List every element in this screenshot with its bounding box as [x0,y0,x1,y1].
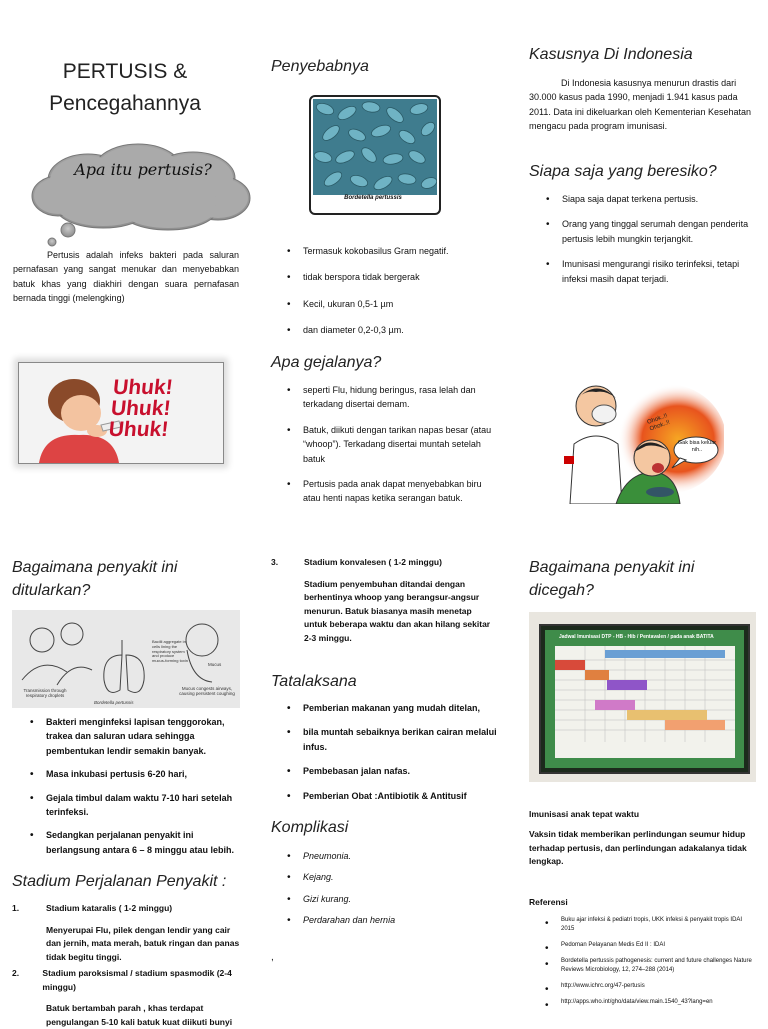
stage-number: 3. [271,557,279,567]
bacteria-image [309,95,441,215]
list-item: • Batuk, diikuti dengan tarikan napas besar (atau “whoop”). Terkadang disertai muntah setelah batuk [285,423,497,466]
cough-word-2: Uhuk! [109,397,172,420]
bacteria-icon [313,99,437,195]
immunization-schedule-photo [529,612,756,782]
stage-title: Stadium konvalesen ( 1-2 minggu) [304,557,442,567]
stray-comma: , [271,952,274,963]
list-item: • Imunisasi mengurangi risiko terinfeksi, tetapi infeksi masih dapat terjadi. [544,257,754,286]
list-item: • Pneumonia. [285,849,495,863]
list-item: • Masa inkubasi pertusis 6-20 hari, [28,767,242,781]
stage-description: Menyerupai Flu, pilek dengan lendir yang cair dan jernih, mata merah, batuk ringan dan panas tidak begitu tinggi. [46,924,240,962]
list-item: • seperti Flu, hidung beringus, rasa lelah dan terkadang disertai demam. [285,383,497,412]
thought-cloud [28,138,254,248]
cartoon-speech-bubble: Gak bisa keluar nih.. [677,440,717,453]
reference-item: • http://www.ichrc.org/47-pertusis [543,982,755,991]
list-item: • Gizi kurang. [285,892,495,906]
stage-title: Stadium kataralis ( 1-2 minggu) [46,903,173,913]
prevention-heading-line-2: dicegah? [529,582,594,600]
cause-heading: Penyebabnya [271,58,369,75]
doctor-child-icon [556,364,724,504]
list-item: • bila muntah sebaiknya berikan cairan melalui infus. [285,725,497,754]
list-item: • dan diameter 0,2-0,3 µm. [285,323,495,337]
cough-image [18,362,224,464]
diagram-label-transmission: Transmission through respiratory droplets [23,688,67,699]
cloud-text: Apa itu pertusis? [74,160,212,179]
complication-list [285,849,495,937]
risk-list [544,192,754,295]
stage-1 [12,902,244,964]
cough-word-1: Uhuk! [111,376,174,399]
list-item: • Kecil, ukuran 0,5-1 µm [285,297,495,311]
schedule-title: Jadwal Imunisasi DTP - HB - Hib / Pentavalen / pada anak BATITA [559,634,714,640]
treatment-heading: Tatalaksana [271,673,357,690]
reference-item: • Buku ajar infeksi & pediatri tropis, UKK infeksi & penyakit tropis IDAI 2015 [543,916,755,934]
transmission-diagram [12,610,240,708]
symptom-list [285,383,497,515]
references-heading: Referensi [529,897,568,907]
intro-paragraph: Pertusis adalah infeks bakteri pada saluran pernafasan yang sangat menukar dan menyebabkan batuk khas yang diakhiri dengan suara pernafasan bernada tinggi (melengking) [13,250,239,304]
stage-description: Batuk bertambah parah , khas terdapat pengulangan 5-10 kali batuk kuat diikuti bunyi [46,1003,233,1027]
list-item: • Pertusis pada anak dapat menyebabkan biru atau henti napas ketika serangan batuk. [285,477,497,506]
stage-description: Stadium penyembuhan ditandai dengan berhentinya whoop yang berangsur-angsur menurun. Batuk biasanya masih menetap untuk beberapa waktu dan akan hilang sekitar 2-3 minggu. [304,578,491,643]
list-item: • Siapa saja dapat terkena pertusis. [544,192,754,206]
transmission-heading [12,556,177,602]
diagram-label-mucus: Mucus [208,662,222,667]
immunization-text: Vaksin tidak memberikan perlindungan seumur hidup terhadap pertusis, dan perlindungan adakalanya tidak lengkap. [529,829,747,867]
indonesia-heading: Kasusnya Di Indonesia [529,46,693,63]
bacteria-caption: Bordetella pertussis [344,195,402,201]
list-item: • Sedangkan perjalanan penyakit ini berlangsung antara 6 – 8 minggu atau lebih. [28,828,242,857]
diagram-label-mucus-congests: Mucus congests airways, causing persistent coughing [179,686,235,697]
list-item: • Termasuk kokobasilus Gram negatif. [285,244,495,258]
list-item: • Pembebasan jalan nafas. [285,764,497,778]
reference-item: • Pedoman Pelayanan Medis Ed II : IDAI [543,941,755,950]
list-item: • Orang yang tinggal serumah dengan penderita pertusis lebih mungkin terjangkit. [544,217,754,246]
cough-cartoon [556,364,724,504]
treatment-list [285,701,497,812]
risk-heading: Siapa saja yang beresiko? [529,163,717,180]
reference-item: • http://apps.who.int/gho/data/view.main.1540_43?lang=en [543,998,755,1007]
references-list [543,916,755,1014]
indonesia-paragraph: Di Indonesia kasusnya menurun drastis dari 30.000 kasus pada 1990, menjadi 1.941 kasus pada 2011. Data ini dikeluarkan oleh Kementerian Kesehatan mengacu pada program imunisasi. [529,78,751,132]
reference-item: • Bordetella pertussis pathogenesis: current and future challenges Nature Reviews Microbiology, 12, 274–288 (2014) [543,957,755,975]
list-item: • Perdarahan dan hernia [285,913,495,927]
stage-title: Stadium paroksismal / stadium spasmodik (2-4 minggu) [42,968,232,992]
stage-number: 2. [12,968,20,978]
schedule-table-icon [555,646,735,758]
leaflet-title [30,56,220,119]
cough-words [108,377,174,440]
title-line-2: Pencegahannya [49,91,201,115]
transmission-heading-line-2: ditularkan? [12,582,91,600]
list-item: • tidak berspora tidak bergerak [285,270,495,284]
stage-2 [12,967,244,1029]
complication-heading: Komplikasi [271,819,349,836]
list-item: • Pemberian Obat :Antibiotik & Antitusif [285,789,497,803]
cough-word-3: Uhuk! [107,418,170,441]
title-line-1: PERTUSIS & [62,60,188,83]
list-item: • Pemberian makanan yang mudah ditelan, [285,701,497,715]
cause-list [285,244,495,350]
thought-cloud-icon [28,138,254,248]
prevention-heading-line-1: Bagaimana penyakit ini [529,559,695,576]
list-item: • Kejang. [285,870,495,884]
list-item: • Bakteri menginfeksi lapisan tenggorokan, trakea dan saluran udara sehingga pembentukan lendir semakin banyak. [28,715,242,758]
stadium-heading: Stadium Perjalanan Penyakit : [12,873,227,890]
cartoon-cough-text: Ohok..!! Ohok..!! [646,413,671,433]
diagram-label-bordetella: Bordetella pertussis [94,700,134,705]
transmission-list [28,715,242,866]
stage-3 [271,556,497,646]
immunization-title: Imunisasi anak tepat waktu [529,809,640,819]
transmission-heading-line-1: Bagaimana penyakit ini [12,559,178,576]
prevention-heading [529,556,694,602]
diagram-label-bacilli: Bacilli aggregate in cells lining the respiratory system and produce mucus-forming toxin [152,639,189,664]
list-item: • Gejala timbul dalam waktu 7-10 hari setelah terinfeksi. [28,791,242,820]
symptom-heading: Apa gejalanya? [271,354,382,371]
stage-number: 1. [12,903,20,913]
